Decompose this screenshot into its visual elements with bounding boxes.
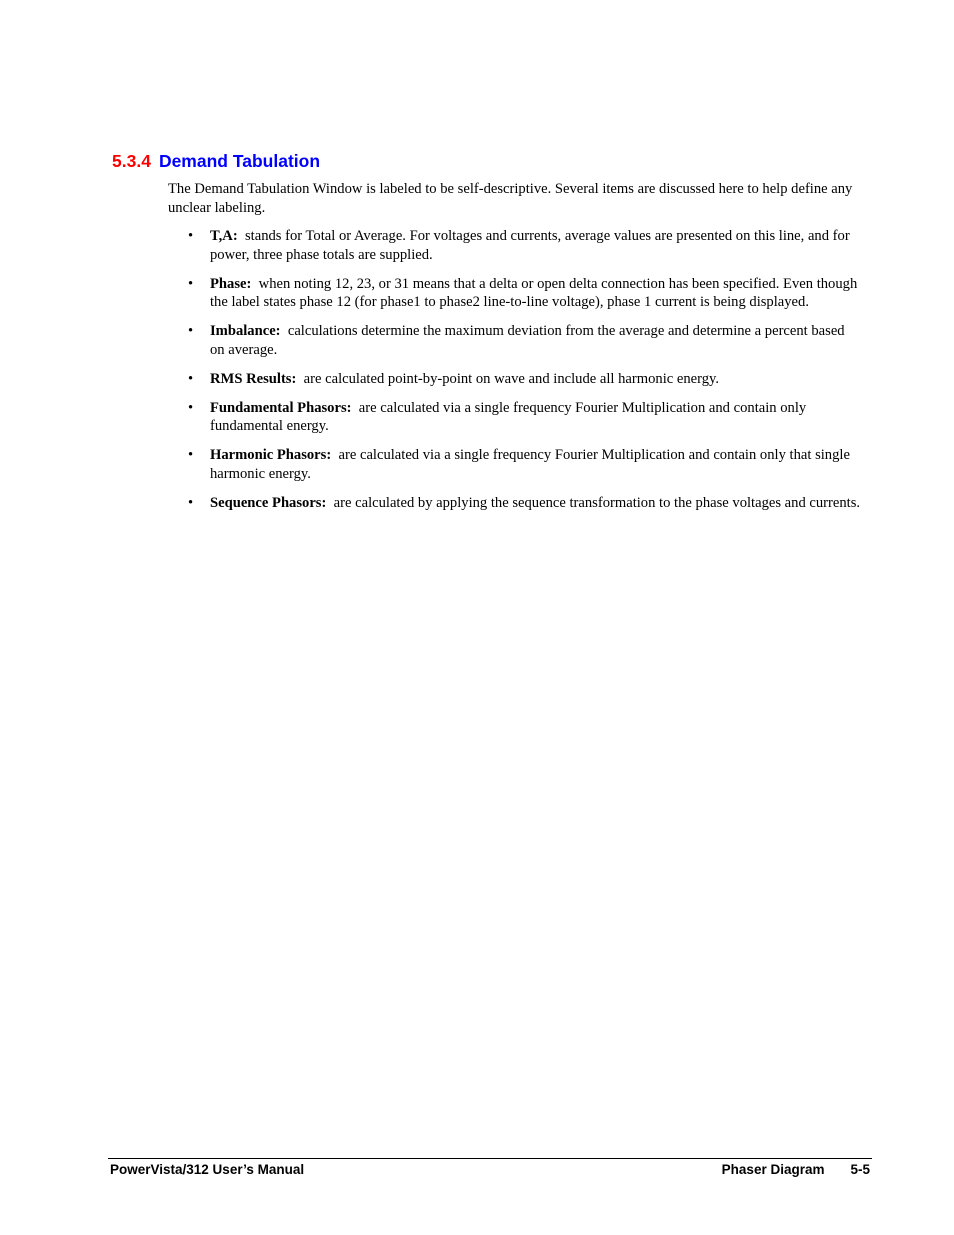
item-term: Fundamental Phasors: <box>210 399 352 416</box>
list-item <box>168 227 862 264</box>
list-item <box>168 275 862 312</box>
bullet-icon: • <box>188 228 194 244</box>
bullet-icon: • <box>188 494 194 511</box>
footer-page-number: 5-5 <box>850 1162 870 1177</box>
item-text: are calculated via a single frequency Fourier Multiplication and contain only that single harmonic energy. <box>210 447 850 482</box>
bullet-icon: • <box>188 447 194 463</box>
list-item <box>168 370 862 389</box>
item-text: calculations determine the maximum deviation from the average and determine a percent based on average. <box>210 323 845 358</box>
item-term: Phase: <box>210 275 252 292</box>
footer-chapter-page <box>722 1162 870 1178</box>
item-term: Imbalance: <box>210 323 281 339</box>
section-number: 5.3.4 <box>112 151 151 171</box>
item-term: RMS Results: <box>210 370 297 387</box>
bullet-icon: • <box>188 370 194 387</box>
item-text: are calculated by applying the sequence transformation to the phase voltages and currents. <box>333 494 861 511</box>
list-item <box>168 446 862 483</box>
section-title: Demand Tabulation <box>158 151 321 171</box>
bullet-icon: • <box>188 323 194 339</box>
item-text: stands for Total or Average. For voltages and currents, average values are presented on this line, and for power, three phase totals are supplied. <box>210 228 850 263</box>
bullet-icon: • <box>188 275 194 292</box>
footer-manual-title: PowerVista/312 User’s Manual <box>110 1162 305 1177</box>
section-heading <box>112 150 320 172</box>
item-text: are calculated point-by-point on wave and include all harmonic energy. <box>303 370 720 387</box>
item-term: Sequence Phasors: <box>210 494 327 511</box>
list-item <box>168 399 862 436</box>
definition-list <box>168 227 862 523</box>
bullet-icon: • <box>188 399 194 416</box>
footer-divider <box>108 1158 872 1159</box>
intro-paragraph: The Demand Tabulation Window is labeled to be self-descriptive. Several items are discussed here to help define any unclear labeling. <box>168 181 853 216</box>
list-item <box>168 322 862 359</box>
item-term: T,A: <box>210 228 238 244</box>
item-text: when noting 12, 23, or 31 means that a delta or open delta connection has been specified. Even though the label states phase 12 (for phase1 to phase2 line-to-line voltage), phase 1 current is being displayed. <box>210 275 858 310</box>
footer-chapter: Phaser Diagram <box>721 1162 825 1177</box>
item-text: are calculated via a single frequency Fourier Multiplication and contain only fundamental energy. <box>210 399 807 434</box>
list-item <box>168 494 862 513</box>
item-term: Harmonic Phasors: <box>210 447 332 463</box>
